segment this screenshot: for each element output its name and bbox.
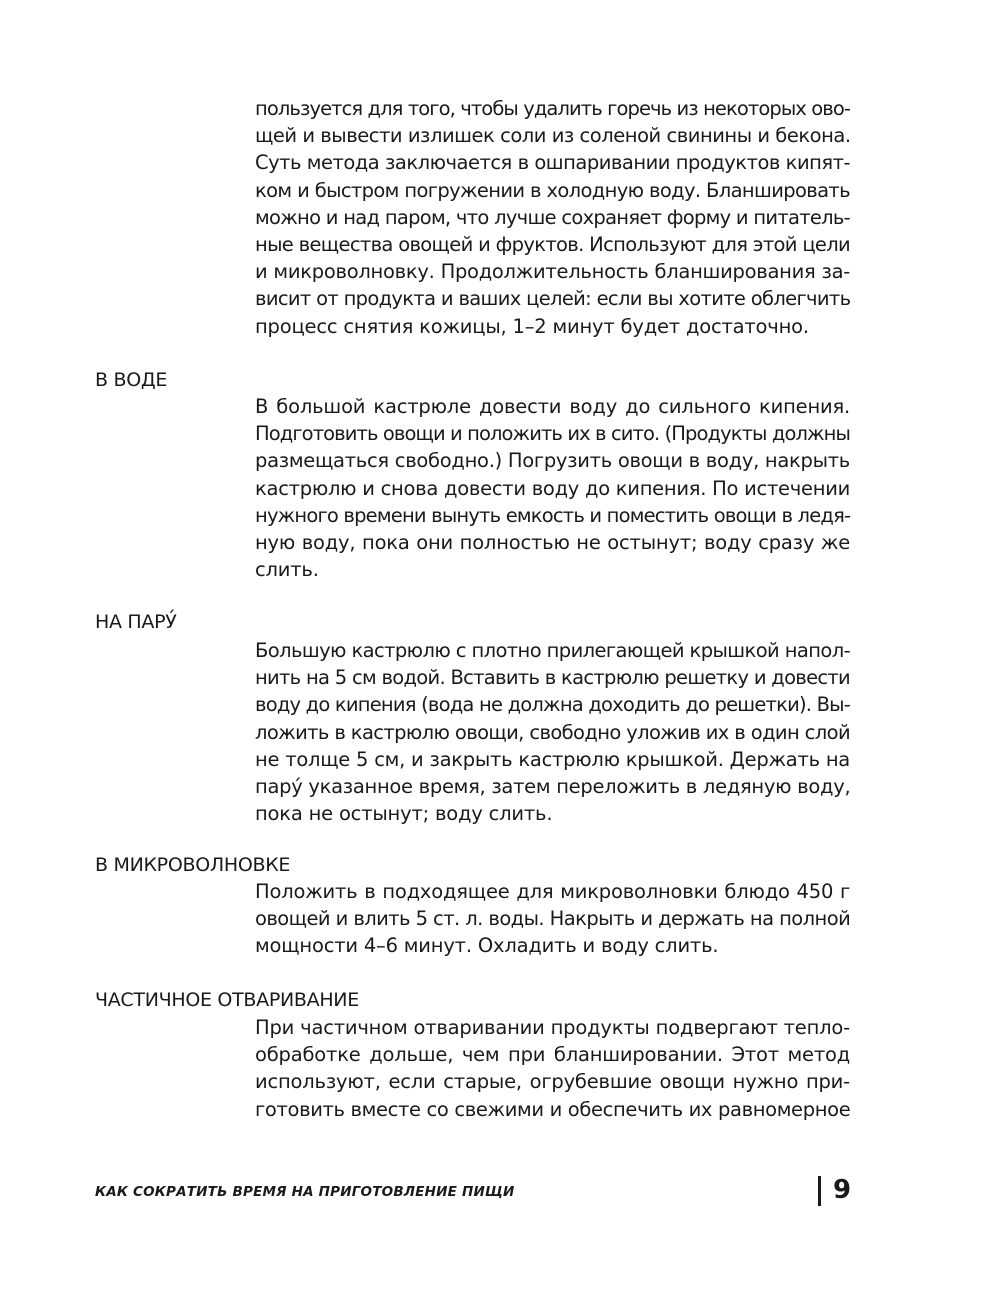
- text-line: пока не остынут; воду слить.: [255, 802, 553, 826]
- text-line: мощности 4–6 минут. Охладить и воду слить.: [255, 934, 719, 958]
- text-line: и микроволновку. Продолжительность бланширования за-: [255, 260, 850, 284]
- section-body-microwave: [255, 878, 850, 960]
- text-line: нужного времени вынуть емкость и поместить овощи в ледя-: [255, 503, 851, 527]
- text-line: ную воду, пока они полностью не остынут; воду сразу же: [255, 531, 850, 555]
- section-heading-steam: НА ПАРУ́: [95, 611, 177, 633]
- text-line: ком и быстром погружении в холодную воду. Бланшировать: [255, 178, 850, 202]
- section-body-steam: [255, 637, 850, 827]
- text-line: пару́ указанное время, затем переложить в ледяную воду,: [255, 775, 851, 799]
- section-heading-parboiling: ЧАСТИЧНОЕ ОТВАРИВАНИЕ: [95, 989, 359, 1011]
- text-line: висит от продукта и ваших целей: если вы хотите облегчить: [255, 287, 851, 311]
- text-line: ложить в кастрюлю овощи, свободно уложив их в один слой: [255, 720, 850, 744]
- section-body-water: [255, 393, 850, 583]
- text-line: пользуется для того, чтобы удалить горечь из некоторых ово-: [255, 97, 850, 120]
- text-line: воду до кипения (вода не должна доходить до решетки). Вы-: [255, 693, 850, 717]
- text-line: В большой кастрюле довести воду до сильного кипения.: [255, 395, 850, 418]
- text-line: процесс снятия кожицы, 1–2 минут будет достаточно.: [255, 314, 809, 338]
- text-line: слить.: [255, 558, 319, 582]
- text-line: размещаться свободно.) Погрузить овощи в воду, накрыть: [255, 449, 850, 473]
- page-number: 9: [833, 1175, 852, 1205]
- text-line: используют, если старые, огрубевшие овощи нужно при-: [255, 1070, 850, 1094]
- text-line: Положить в подходящее для микроволновки блюдо 450 г: [255, 880, 850, 903]
- text-line: не толще 5 см, и закрыть кастрюлю крышкой. Держать на: [255, 747, 850, 771]
- text-line: овощей и влить 5 ст. л. воды. Накрыть и держать на полной: [255, 907, 851, 931]
- text-line: нить на 5 см водой. Вставить в кастрюлю решетку и довести: [255, 666, 850, 690]
- text-line: Подготовить овощи и положить их в сито. (Продукты должны: [255, 422, 850, 446]
- text-line: Суть метода заключается в ошпаривании продуктов кипят-: [255, 151, 850, 175]
- intro-paragraph: [255, 95, 850, 340]
- text-line: можно и над паром, что лучше сохраняет форму и питатель-: [255, 205, 850, 229]
- text-line: ные вещества овощей и фруктов. Используют для этой цели: [255, 233, 851, 257]
- running-footer-title: КАК СОКРАТИТЬ ВРЕМЯ НА ПРИГОТОВЛЕНИЕ ПИЩИ: [95, 1184, 515, 1200]
- footer-divider-bar: [818, 1176, 821, 1206]
- section-body-parboiling: [255, 1014, 850, 1123]
- text-line: При частичном отваривании продукты подвергают тепло-: [255, 1016, 850, 1039]
- text-line: кастрюлю и снова довести воду до кипения. По истечении: [255, 476, 851, 500]
- text-line: обработке дольше, чем при бланшировании. Этот метод: [255, 1043, 850, 1067]
- text-line: щей и вывести излишек соли из соленой свинины и бекона.: [255, 124, 851, 148]
- text-line: Большую кастрюлю с плотно прилегающей крышкой напол-: [255, 639, 850, 662]
- section-heading-water: В ВОДЕ: [95, 369, 168, 391]
- text-line: готовить вместе со свежими и обеспечить их равномерное: [255, 1097, 851, 1121]
- section-heading-microwave: В МИКРОВОЛНОВКЕ: [95, 854, 291, 876]
